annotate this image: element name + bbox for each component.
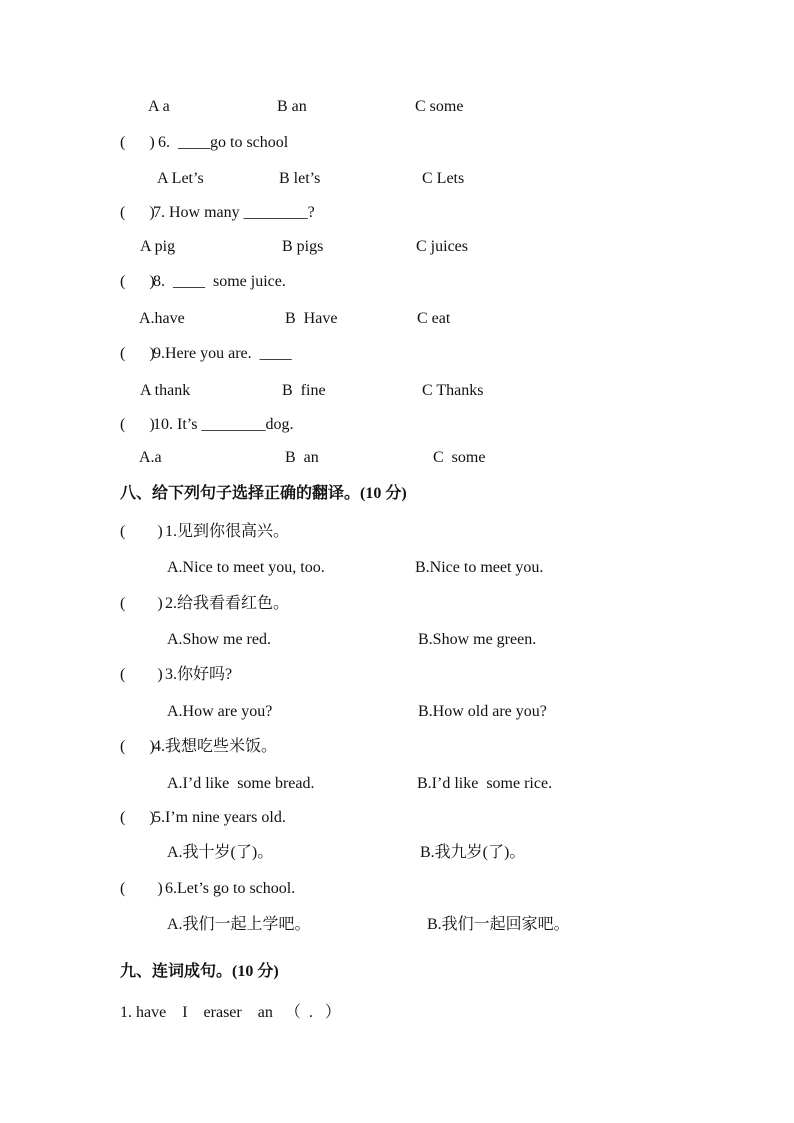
s8-q5-paren: ( ) <box>120 809 155 826</box>
section9-title: 九、连词成句。(10 分) <box>120 963 279 980</box>
s8-q3-option-b: B.How old are you? <box>418 703 547 720</box>
q9-option-a: A thank <box>140 382 191 399</box>
s8-q2-paren: ( ) <box>120 595 163 612</box>
q7-paren: ( ) <box>120 204 155 221</box>
q8-option-c: C eat <box>417 310 451 327</box>
s8-q4-paren: ( ) <box>120 738 155 755</box>
q6-paren: ( ) <box>120 134 155 151</box>
s8-q2-option-b: B.Show me green. <box>418 631 537 648</box>
s8-q1-stem: 1.见到你很高兴。 <box>165 523 290 540</box>
s8-q6-stem: 6.Let’s go to school. <box>165 880 296 897</box>
q7-stem: 7. How many ________? <box>153 204 315 221</box>
s8-q3-option-a: A.How are you? <box>167 703 273 720</box>
s8-q1-paren: ( ) <box>120 523 163 540</box>
s8-q5-option-b: B.我九岁(了)。 <box>420 844 526 861</box>
q9-option-b: B fine <box>282 382 326 399</box>
q10-stem: 10. It’s ________dog. <box>153 416 294 433</box>
s8-q1-option-a: A.Nice to meet you, too. <box>167 559 325 576</box>
q6-option-c: C Lets <box>422 170 465 187</box>
s8-q3-paren: ( ) <box>120 666 163 683</box>
q6-stem: 6. ____go to school <box>158 134 289 151</box>
q10-option-a: A.a <box>139 449 162 466</box>
q9-paren: ( ) <box>120 345 155 362</box>
s8-q4-option-a: A.I’d like some bread. <box>167 775 315 792</box>
s8-q4-option-b: B.I’d like some rice. <box>417 775 553 792</box>
q5-option-b: B an <box>277 98 307 115</box>
q8-option-b: B Have <box>285 310 338 327</box>
q9-stem: 9.Here you are. ____ <box>153 345 292 362</box>
s8-q5-stem: 5.I’m nine years old. <box>153 809 286 826</box>
q9-option-c: C Thanks <box>422 382 484 399</box>
s8-q6-option-b: B.我们一起回家吧。 <box>427 916 570 933</box>
s8-q2-option-a: A.Show me red. <box>167 631 271 648</box>
q6-option-a: A Let’s <box>157 170 204 187</box>
q7-option-c: C juices <box>416 238 468 255</box>
q10-option-c: C some <box>433 449 486 466</box>
q7-option-a: A pig <box>140 238 176 255</box>
q8-paren: ( ) <box>120 273 155 290</box>
s8-q2-stem: 2.给我看看红色。 <box>165 595 290 612</box>
q5-option-c: C some <box>415 98 464 115</box>
q8-option-a: A.have <box>139 310 185 327</box>
q10-option-b: B an <box>285 449 319 466</box>
s8-q6-option-a: A.我们一起上学吧。 <box>167 916 311 933</box>
s9-q1: 1. have I eraser an （ . ） <box>120 1004 341 1021</box>
q8-stem: 8. ____ some juice. <box>153 273 286 290</box>
q10-paren: ( ) <box>120 416 155 433</box>
s8-q1-option-b: B.Nice to meet you. <box>415 559 544 576</box>
section8-title: 八、给下列句子选择正确的翻译。(10 分) <box>120 485 407 502</box>
s8-q3-stem: 3.你好吗? <box>165 666 233 683</box>
q7-option-b: B pigs <box>282 238 324 255</box>
s8-q6-paren: ( ) <box>120 880 163 897</box>
s8-q4-stem: 4.我想吃些米饭。 <box>153 738 278 755</box>
q6-option-b: B let’s <box>279 170 321 187</box>
s8-q5-option-a: A.我十岁(了)。 <box>167 844 274 861</box>
q5-option-a: A a <box>148 98 170 115</box>
